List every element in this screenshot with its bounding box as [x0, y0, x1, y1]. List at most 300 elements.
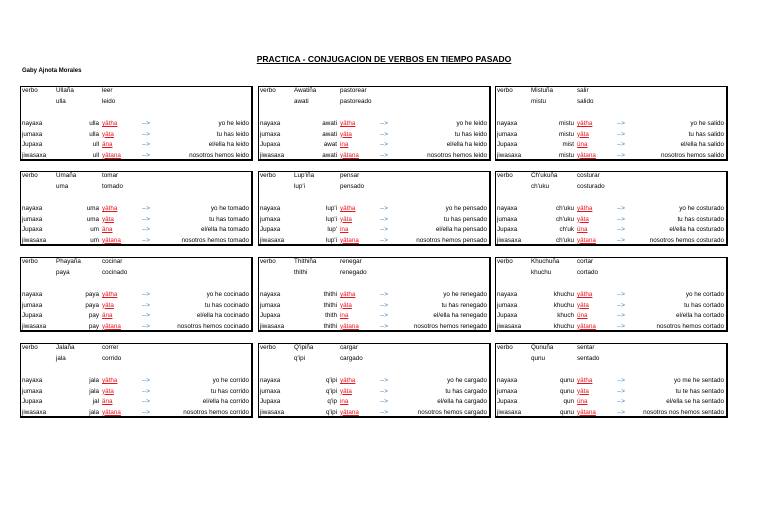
verb-stem: mistu: [558, 151, 574, 159]
verb-meaning: cortar: [577, 258, 594, 265]
suffix: yätana: [102, 151, 121, 159]
arrow-glyph: -->: [380, 408, 388, 416]
pronoun: nayaxa: [260, 120, 281, 127]
verb-label: verbo: [497, 172, 513, 179]
suffix: yätana: [577, 408, 596, 416]
suffix: yätha: [340, 377, 356, 384]
pronoun: jiwasaxa: [260, 151, 285, 159]
verb-label: verbo: [260, 258, 276, 265]
verb-label: verbo: [260, 172, 276, 179]
arrow-glyph: -->: [142, 377, 150, 384]
verb-stem: ull: [92, 151, 99, 159]
verb-card: [20, 343, 253, 418]
verb-meaning: salir: [577, 87, 589, 94]
pronoun: jumaxa: [497, 387, 518, 395]
verb-stem: qunu: [559, 377, 574, 384]
verb-stem: paya: [85, 301, 99, 309]
pronoun: Jupaxa: [260, 226, 281, 233]
translation: yo he corrido: [212, 377, 249, 384]
suffix: yätana: [102, 408, 121, 416]
arrow-glyph: -->: [380, 236, 388, 244]
arrow-glyph: -->: [142, 130, 150, 138]
pronoun: jumaxa: [22, 130, 43, 138]
verb-card: [258, 171, 491, 246]
verb-label: verbo: [22, 258, 38, 265]
verb-stem: jala: [89, 387, 99, 395]
suffix: äna: [102, 312, 113, 319]
arrow-glyph: -->: [380, 215, 388, 223]
arrow-glyph: -->: [380, 205, 388, 212]
verb-stem: ch'uku: [555, 236, 574, 244]
pronoun: jiwasaxa: [260, 408, 285, 416]
verb-stem: jala: [89, 377, 99, 384]
arrow-glyph: -->: [380, 322, 388, 330]
verb-label: verbo: [497, 258, 513, 265]
suffix: yäta: [577, 301, 589, 309]
verb-infinitive: Phayaña: [56, 258, 81, 265]
suffix: ina: [340, 312, 349, 319]
arrow-glyph: -->: [617, 408, 625, 416]
verb-stem: khuchu: [553, 322, 574, 330]
suffix: yäta: [577, 387, 589, 395]
suffix: yätha: [340, 291, 356, 298]
verb-infinitive: Thithiña: [294, 258, 317, 265]
pronoun: jumaxa: [22, 215, 43, 223]
suffix: yätana: [102, 322, 121, 330]
translation: el/ella ha leido: [208, 141, 249, 148]
arrow-glyph: -->: [142, 301, 150, 309]
verb-stem: q'ipi: [325, 377, 337, 384]
pronoun: jumaxa: [22, 301, 43, 309]
arrow-glyph: -->: [617, 387, 625, 395]
suffix: üna: [577, 141, 588, 148]
verb-meaning: costurar: [577, 172, 600, 179]
translation: tu has cocinado: [204, 301, 249, 309]
verb-meaning: tomar: [102, 172, 119, 179]
suffix: ina: [340, 141, 349, 148]
pronoun: Jupaxa: [260, 141, 281, 148]
verb-root: ch'uku: [531, 183, 550, 190]
pronoun: jumaxa: [260, 130, 281, 138]
arrow-glyph: -->: [617, 312, 625, 319]
suffix: yätana: [340, 151, 359, 159]
pronoun: Jupaxa: [497, 226, 518, 233]
translation: nosotros hemos cortado: [656, 322, 724, 330]
suffix: äna: [102, 226, 113, 233]
translation: yo he costurado: [679, 205, 724, 212]
translation: yo he cortado: [685, 291, 724, 298]
pronoun: Jupaxa: [22, 312, 43, 319]
translation: el/ella ha tomado: [201, 226, 249, 233]
suffix: yätana: [340, 408, 359, 416]
translation: tu has corrido: [210, 387, 249, 395]
translation: el/ella ha cargado: [437, 398, 487, 405]
verb-meaning: pensar: [340, 172, 360, 179]
verb-participle: leido: [102, 98, 116, 105]
arrow-glyph: -->: [142, 215, 150, 223]
pronoun: nayaxa: [22, 120, 43, 127]
verb-infinitive: Q'ipiña: [294, 344, 314, 351]
suffix: yäta: [102, 301, 114, 309]
verb-card: [20, 171, 253, 246]
verb-participle: tomado: [102, 183, 124, 190]
pronoun: Jupaxa: [260, 312, 281, 319]
translation: tu has leido: [216, 130, 249, 138]
suffix: yätha: [340, 120, 356, 127]
verb-stem: qunu: [559, 408, 574, 416]
translation: tu has costurado: [677, 215, 724, 223]
page-title: PRACTICA - CONJUGACION DE VERBOS EN TIEMPO PASADO: [256, 54, 512, 64]
translation: yo he renegado: [443, 291, 487, 298]
verb-stem: qun: [563, 398, 574, 405]
pronoun: jiwasaxa: [497, 151, 522, 159]
verb-stem: jala: [89, 408, 99, 416]
verb-stem: lup'i: [325, 205, 337, 212]
verb-label: verbo: [22, 344, 38, 351]
arrow-glyph: -->: [142, 205, 150, 212]
verb-stem: thith: [325, 312, 337, 319]
suffix: yäta: [102, 387, 114, 395]
verb-meaning: cocinar: [102, 258, 123, 265]
suffix: yätana: [577, 151, 596, 159]
arrow-glyph: -->: [142, 291, 150, 298]
suffix: yäta: [577, 215, 589, 223]
verb-stem: ch'uku: [555, 215, 574, 223]
pronoun: nayaxa: [22, 205, 43, 212]
verb-stem: ch'uku: [555, 205, 574, 212]
verb-card: [258, 86, 491, 161]
verb-participle: cocinado: [102, 269, 128, 276]
verb-infinitive: Qunuña: [531, 344, 554, 351]
suffix: yätha: [577, 291, 593, 298]
suffix: yäta: [340, 301, 352, 309]
translation: tu has pensado: [443, 215, 487, 223]
verb-stem: thithi: [323, 291, 337, 298]
translation: el/ella ha cortado: [676, 312, 724, 319]
pronoun: jiwasaxa: [22, 322, 47, 330]
verb-stem: q'ip: [327, 398, 337, 405]
arrow-glyph: -->: [617, 226, 625, 233]
translation: nosotros hemos tomado: [181, 236, 249, 244]
pronoun: jiwasaxa: [260, 236, 285, 244]
translation: nosotros hemos salido: [660, 151, 724, 159]
suffix: yätha: [102, 120, 118, 127]
verb-label: verbo: [497, 344, 513, 351]
verb-stem: pay: [88, 322, 99, 330]
arrow-glyph: -->: [617, 322, 625, 330]
verb-infinitive: Umaña: [56, 172, 77, 179]
arrow-glyph: -->: [617, 205, 625, 212]
translation: nosotros hemos leido: [189, 151, 249, 159]
verb-label: verbo: [260, 344, 276, 351]
suffix: yäta: [340, 387, 352, 395]
verb-stem: ulla: [89, 120, 99, 127]
pronoun: Jupaxa: [22, 398, 43, 405]
translation: yo he salido: [690, 120, 724, 127]
pronoun: jumaxa: [260, 215, 281, 223]
verb-stem: um: [90, 236, 99, 244]
verb-root: lup'i: [294, 183, 306, 190]
pronoun: jiwasaxa: [22, 236, 47, 244]
arrow-glyph: -->: [380, 141, 388, 148]
translation: yo he leido: [456, 120, 487, 127]
verb-label: verbo: [22, 87, 38, 94]
pronoun: nayaxa: [22, 377, 43, 384]
pronoun: nayaxa: [497, 205, 518, 212]
verb-infinitive: Khuchuña: [531, 258, 560, 265]
translation: yo he tomado: [210, 205, 249, 212]
arrow-glyph: -->: [380, 312, 388, 319]
pronoun: jumaxa: [22, 387, 43, 395]
pronoun: nayaxa: [260, 205, 281, 212]
verb-stem: ch'uk: [559, 226, 574, 233]
verb-stem: lup'i: [325, 236, 337, 244]
verb-participle: sentado: [577, 355, 600, 362]
verb-participle: pensado: [340, 183, 365, 190]
verb-root: paya: [56, 269, 70, 276]
suffix: yätha: [577, 120, 593, 127]
translation: tu has cargado: [445, 387, 487, 395]
suffix: yätana: [340, 322, 359, 330]
verb-infinitive: Mistuña: [531, 87, 554, 94]
pronoun: Jupaxa: [22, 141, 43, 148]
verb-stem: ulla: [89, 130, 99, 138]
verb-participle: salido: [577, 98, 594, 105]
verb-root: thithi: [294, 269, 308, 276]
pronoun: nayaxa: [260, 377, 281, 384]
translation: tu te has sentado: [675, 387, 724, 395]
arrow-glyph: -->: [380, 301, 388, 309]
translation: tu has leido: [454, 130, 487, 138]
verb-root: uma: [56, 183, 69, 190]
verb-meaning: renegar: [340, 258, 362, 265]
verb-meaning: pastorear: [340, 87, 367, 94]
translation: el/ella ha corrido: [202, 398, 249, 405]
verb-card: [495, 257, 728, 332]
pronoun: jiwasaxa: [22, 151, 47, 159]
arrow-glyph: -->: [142, 236, 150, 244]
verb-stem: qunu: [559, 387, 574, 395]
verb-stem: q'ipi: [325, 408, 337, 416]
suffix: yätha: [340, 205, 356, 212]
verb-participle: corrido: [102, 355, 122, 362]
arrow-glyph: -->: [617, 141, 625, 148]
pronoun: jumaxa: [497, 215, 518, 223]
pronoun: jumaxa: [260, 301, 281, 309]
translation: nosotros hemos corrido: [183, 408, 249, 416]
verb-stem: mistu: [558, 130, 574, 138]
arrow-glyph: -->: [617, 215, 625, 223]
arrow-glyph: -->: [380, 291, 388, 298]
translation: nosotros hemos pensado: [416, 236, 487, 244]
arrow-glyph: -->: [617, 236, 625, 244]
verb-stem: khuchu: [553, 301, 574, 309]
arrow-glyph: -->: [617, 301, 625, 309]
verb-infinitive: Jalaña: [56, 344, 75, 351]
arrow-glyph: -->: [142, 226, 150, 233]
suffix: yäta: [340, 215, 352, 223]
suffix: yäta: [340, 130, 352, 138]
verb-meaning: sentar: [577, 344, 595, 351]
translation: nosotros hemos leido: [427, 151, 487, 159]
verb-stem: lup'i: [325, 215, 337, 223]
pronoun: jumaxa: [260, 387, 281, 395]
verb-card: [20, 86, 253, 161]
suffix: üna: [577, 226, 588, 233]
verb-label: verbo: [22, 172, 38, 179]
arrow-glyph: -->: [617, 398, 625, 405]
arrow-glyph: -->: [142, 398, 150, 405]
suffix: yätha: [102, 205, 118, 212]
arrow-glyph: -->: [142, 120, 150, 127]
pronoun: nayaxa: [497, 377, 518, 384]
verb-label: verbo: [260, 87, 276, 94]
verb-root: ulla: [56, 98, 66, 105]
verb-root: khuchu: [531, 269, 552, 276]
suffix: ina: [340, 398, 349, 405]
verb-root: q'ipi: [294, 355, 306, 362]
pronoun: jumaxa: [497, 130, 518, 138]
arrow-glyph: -->: [380, 130, 388, 138]
pronoun: jiwasaxa: [497, 322, 522, 330]
translation: yo he pensado: [445, 205, 487, 212]
verb-stem: pay: [88, 312, 99, 319]
pronoun: Jupaxa: [497, 398, 518, 405]
verb-stem: thithi: [323, 322, 337, 330]
translation: el/ella se ha sentado: [666, 398, 724, 405]
arrow-glyph: -->: [617, 130, 625, 138]
translation: tu has salido: [688, 130, 724, 138]
translation: nosotros hemos cocinado: [177, 322, 249, 330]
translation: yo he cargado: [447, 377, 487, 384]
pronoun: Jupaxa: [497, 312, 518, 319]
translation: nosotros hemos cargado: [417, 408, 487, 416]
verb-participle: renegado: [340, 269, 367, 276]
arrow-glyph: -->: [380, 151, 388, 159]
verb-card: [495, 343, 728, 418]
translation: nosotros nos hemos sentado: [643, 408, 724, 416]
suffix: äna: [102, 398, 113, 405]
verb-infinitive: Ullaña: [56, 87, 74, 94]
suffix: yätana: [577, 322, 596, 330]
arrow-glyph: -->: [142, 408, 150, 416]
verb-root: qunu: [531, 355, 546, 362]
verb-stem: mistu: [558, 120, 574, 127]
suffix: yätha: [102, 377, 118, 384]
verb-infinitive: Awatiña: [294, 87, 317, 94]
suffix: yätana: [577, 236, 596, 244]
pronoun: nayaxa: [497, 120, 518, 127]
pronoun: nayaxa: [497, 291, 518, 298]
verb-card: [495, 86, 728, 161]
suffix: yäta: [102, 215, 114, 223]
verb-root: jala: [56, 355, 66, 362]
translation: el/ella ha pensado: [435, 226, 487, 233]
translation: nosotros hemos renegado: [413, 322, 487, 330]
suffix: yätha: [577, 377, 593, 384]
arrow-glyph: -->: [380, 226, 388, 233]
verb-stem: khuchu: [553, 291, 574, 298]
pronoun: jiwasaxa: [497, 408, 522, 416]
arrow-glyph: -->: [617, 377, 625, 384]
suffix: yätana: [102, 236, 121, 244]
verb-label: verbo: [497, 87, 513, 94]
suffix: ina: [340, 226, 349, 233]
pronoun: nayaxa: [22, 291, 43, 298]
verb-root: mistu: [531, 98, 547, 105]
verb-card: [258, 257, 491, 332]
suffix: üna: [577, 398, 588, 405]
verb-stem: awati: [322, 130, 337, 138]
verb-stem: ull: [92, 141, 99, 148]
verb-stem: paya: [85, 291, 99, 298]
suffix: yätha: [102, 291, 118, 298]
verb-card: [20, 257, 253, 332]
pronoun: nayaxa: [260, 291, 281, 298]
arrow-glyph: -->: [380, 377, 388, 384]
arrow-glyph: -->: [142, 322, 150, 330]
suffix: yätana: [340, 236, 359, 244]
arrow-glyph: -->: [617, 120, 625, 127]
pronoun: Jupaxa: [497, 141, 518, 148]
verb-stem: q'ipi: [325, 387, 337, 395]
suffix: yäta: [577, 130, 589, 138]
arrow-glyph: -->: [617, 291, 625, 298]
verb-infinitive: Ch'ukuña: [531, 172, 558, 179]
pronoun: jiwasaxa: [22, 408, 47, 416]
pronoun: Jupaxa: [22, 226, 43, 233]
pronoun: jiwasaxa: [497, 236, 522, 244]
verb-stem: awati: [322, 151, 337, 159]
verb-stem: mist: [562, 141, 574, 148]
verb-stem: khuch: [557, 312, 574, 319]
verb-stem: awati: [322, 120, 337, 127]
arrow-glyph: -->: [617, 151, 625, 159]
arrow-glyph: -->: [142, 151, 150, 159]
translation: yo me he sentado: [673, 377, 724, 384]
suffix: äna: [102, 141, 113, 148]
translation: tu has renegado: [441, 301, 487, 309]
verb-participle: cortado: [577, 269, 599, 276]
verb-stem: uma: [86, 215, 99, 223]
translation: el/ella ha costurado: [669, 226, 724, 233]
translation: tu has cortado: [684, 301, 724, 309]
translation: tu has tomado: [209, 215, 249, 223]
arrow-glyph: -->: [380, 120, 388, 127]
translation: el/ella ha cocinado: [196, 312, 249, 319]
translation: el/ella ha leido: [446, 141, 487, 148]
arrow-glyph: -->: [142, 387, 150, 395]
verb-stem: jal: [92, 398, 99, 405]
arrow-glyph: -->: [142, 312, 150, 319]
verb-infinitive: Lup'iña: [294, 172, 315, 179]
arrow-glyph: -->: [142, 141, 150, 148]
verb-card: [258, 343, 491, 418]
author-name: Gaby Ajnota Morales: [22, 68, 82, 74]
verb-stem: uma: [86, 205, 99, 212]
translation: el/ella ha renegado: [433, 312, 487, 319]
verb-participle: pastoreado: [340, 98, 372, 105]
verb-stem: lup': [327, 226, 337, 233]
translation: yo he cocinado: [206, 291, 249, 298]
verb-meaning: cargar: [340, 344, 358, 351]
pronoun: Jupaxa: [260, 398, 281, 405]
verb-participle: costurado: [577, 183, 605, 190]
suffix: yätha: [577, 205, 593, 212]
verb-stem: awat: [323, 141, 337, 148]
verb-card: [495, 171, 728, 246]
verb-stem: thithi: [323, 301, 337, 309]
